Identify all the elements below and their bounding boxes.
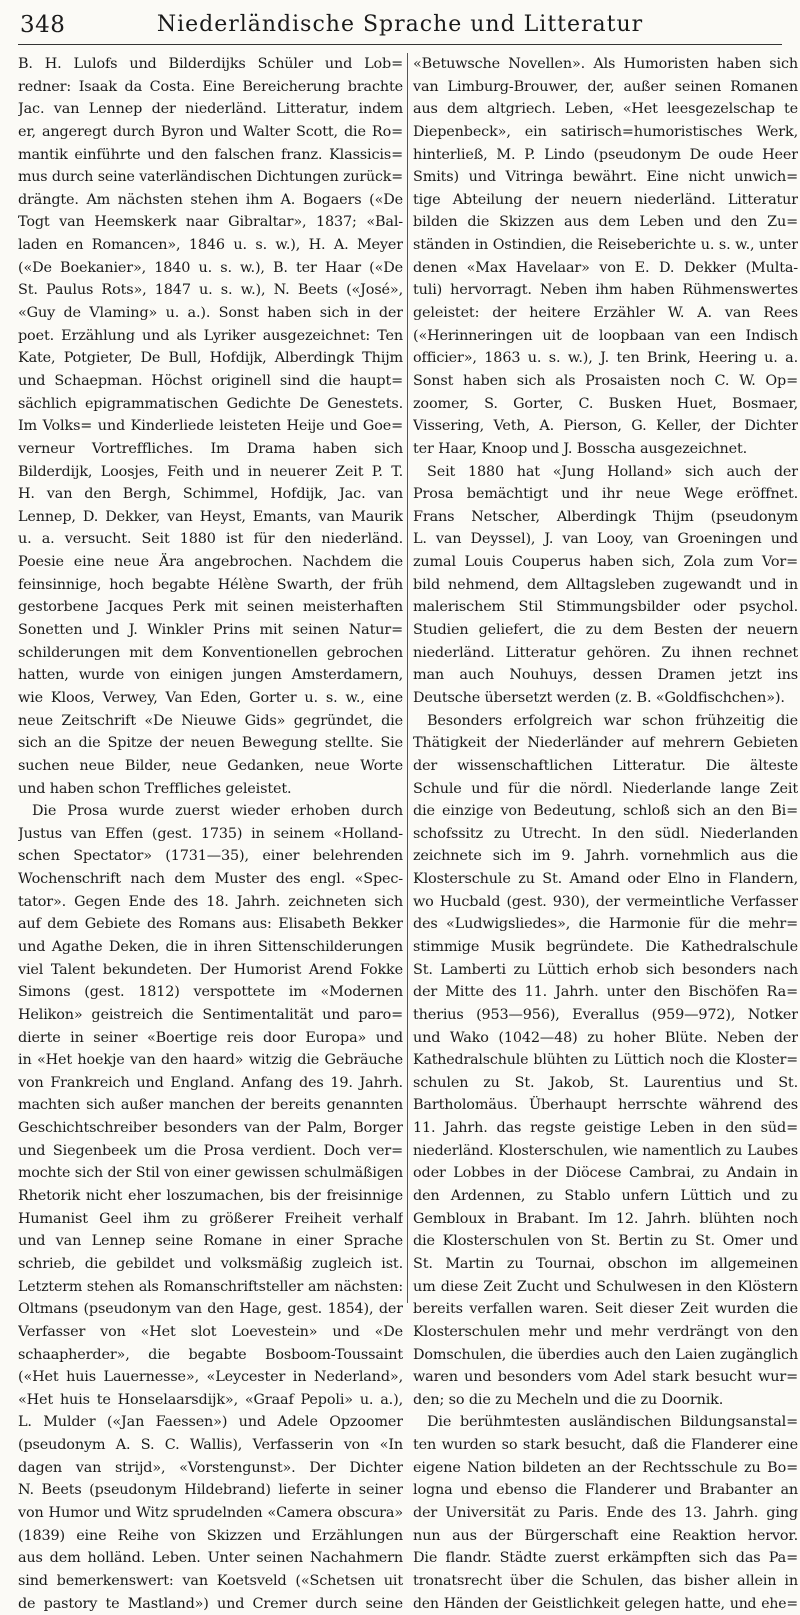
text-line: viel Talent bekundeten. Der Humorist Arend Fokke: [18, 961, 403, 978]
text-line: niederländ. Litteratur gehören. Zu ihnen rechnet: [413, 644, 798, 661]
text-line: malerischem Stil Stimmungsbilder oder psychol.: [413, 599, 798, 616]
text-line: der wissenschaftlichen Litteratur. Die älteste: [413, 757, 798, 774]
text-line: hatten, wurde von einigen jungen Amsterdamern,: [18, 667, 403, 684]
text-line: Bilderdijk, Loosjes, Feith und in neuerer Zeit P. T.: [18, 463, 403, 480]
text-line: ter Haar, Knoop und J. Bosscha ausgezeichnet.: [413, 440, 748, 457]
text-line: Rhetorik nicht eher loszumachen, bis der freisinnige: [18, 1188, 403, 1205]
text-line: (pseudonym A. S. C. Wallis), Verfasserin von «In: [18, 1437, 403, 1454]
text-line: bild nehmend, dem Alltagsleben zugewandt und in: [413, 576, 798, 593]
text-line: aus dem holländ. Leben. Unter seinen Nachahmern: [18, 1550, 403, 1567]
text-line: Sonst haben sich als Prosaisten noch C. W. Op=: [413, 372, 798, 389]
text-line: Jac. van Lennep der niederländ. Litteratur, indem: [18, 101, 403, 118]
text-line: «Guy de Vlaming» u. a.). Sonst haben sich in der: [18, 305, 403, 322]
text-line: Geschichtschreiber besonders van der Palm, Borger: [18, 1120, 403, 1137]
running-title: Niederländische Sprache und Litteratur: [156, 12, 644, 37]
text-line: waren und besonders vom Adel stark besucht wur=: [413, 1369, 798, 1386]
text-line: Bartholomäus. Überhaupt herrschte während des: [413, 1097, 798, 1114]
text-line: redner: Isaak da Costa. Eine Bereicherung brachte: [18, 78, 403, 95]
text-line: ständen in Ostindien, die Reiseberichte u. s. w., unter: [413, 237, 798, 254]
text-line: («Het huis Lauernesse», «Leycester in Nederland»,: [18, 1369, 403, 1386]
text-line: niederländ. Klosterschulen, wie namentlich zu Laubes: [413, 1142, 798, 1159]
text-line: Die berühmtesten ausländischen Bildungsanstal=: [427, 1414, 798, 1431]
text-line: (1839) eine Reihe von Skizzen und Erzählungen: [18, 1527, 403, 1544]
text-line: therius (953—956), Everallus (959—972), Notker: [413, 1006, 798, 1023]
text-line: und haben schon Treffliches geleistet.: [18, 780, 292, 797]
text-line: wo Hucbald (gest. 930), der vermeintliche Verfasser: [413, 893, 798, 910]
text-line: verneur Vortreffliches. Im Drama haben sich: [18, 440, 403, 457]
text-line: Togt van Heemskerk naar Gibraltar», 1837; «Bal-: [18, 214, 403, 231]
text-line: mochte sich der Stil von einer gewissen schulmäßigen: [18, 1165, 403, 1182]
text-line: «Het huis te Honselaarsdijk», «Graaf Pepoli» u. a.),: [18, 1391, 403, 1408]
text-line: St. Lamberti zu Lüttich erhob sich besonders nach: [413, 961, 798, 978]
text-line: poet. Erzählung und als Lyriker ausgezeichnet: Ten: [18, 327, 403, 344]
text-line: und van Lennep seine Romane in einer Sprache: [18, 1233, 403, 1250]
text-line: «Betuwsche Novellen». Als Humoristen haben sich: [413, 56, 798, 72]
right-column: [413, 53, 798, 1615]
text-line: die einzige von Bedeutung, schloß sich an den Bi=: [413, 803, 798, 820]
text-line: wie Kloos, Verwey, Van Eden, Gorter u. s. w., eine: [18, 689, 403, 706]
text-line: Seit 1880 hat «Jung Holland» sich auch der: [427, 463, 798, 480]
text-line: feinsinnige, hoch begabte Hélène Swarth, der früh: [18, 576, 403, 593]
text-line: B. H. Lulofs und Bilderdijks Schüler und Lob=: [18, 56, 403, 72]
text-line: auf dem Gebiete des Romans aus: Elisabeth Bekker: [18, 916, 403, 933]
text-line: gestorbene Jacques Perk mit seinen meisterhaften: [18, 599, 403, 616]
text-line: ten wurden so stark besucht, daß die Flanderer eine: [413, 1437, 798, 1454]
text-line: man auch Nouhuys, dessen Dramen jetzt ins: [413, 667, 798, 684]
text-line: des «Ludwigsliedes», die Harmonie für die mehr=: [413, 916, 798, 933]
text-line: und Siegenbeek um die Prosa verdient. Doch ver=: [18, 1142, 403, 1159]
text-line: und Agathe Deken, die in ihren Sittenschilderungen: [18, 938, 403, 955]
text-line: Vissering, Veth, A. Pierson, G. Keller, der Dichter: [413, 418, 798, 435]
text-line: Gembloux in Brabant. Im 12. Jahrh. blühten noch: [413, 1210, 798, 1227]
text-line: Humanist Geel ihm zu größerer Freiheit verhalf: [18, 1210, 403, 1227]
text-line: tator». Gegen Ende des 18. Jahrh. zeichneten sich: [18, 893, 403, 910]
text-line: 11. Jahrh. das regste geistige Leben in den süd=: [413, 1120, 798, 1137]
text-line: Sonetten und J. Winkler Prins mit seinen Natur=: [18, 622, 403, 639]
text-line: Kate, Potgieter, De Bull, Hofdijk, Alberdingk Thijm: [18, 350, 403, 367]
text-line: mus durch seine vaterländischen Dichtungen zurück=: [18, 169, 403, 186]
text-line: sächlich epigrammatischen Gedichte De Genestets.: [18, 395, 403, 412]
text-line: Deutsche übersetzt werden (z. B. «Goldfischchen»).: [413, 689, 785, 706]
text-line: laden en Romancen», 1846 u. s. w.), H. A. Meyer: [18, 237, 403, 254]
text-line: Klosterschulen mehr und mehr verdrängt von den: [413, 1323, 798, 1340]
text-line: Im Volks= und Kinderliede leisteten Heije und Goe=: [18, 418, 403, 435]
text-line: dagen van strijd», «Vorstengunst». Der Dichter: [18, 1459, 403, 1476]
text-line: dierte in seiner «Boertige reis door Europa» und: [18, 1029, 403, 1046]
text-line: tige Abteilung der neuern niederländ. Litteratur: [413, 191, 798, 208]
text-line: Lennep, D. Dekker, van Heyst, Emants, van Maurik: [18, 508, 403, 525]
text-line: Poesie eine neue Ära angebrochen. Nachdem die: [18, 554, 403, 571]
text-line: machten sich außer manchen der bereits genannten: [18, 1097, 403, 1114]
text-line: oder Lobbes in der Diöcese Cambrai, zu Andain in: [413, 1165, 798, 1182]
text-line: um diese Zeit Zucht und Schulwesen in den Klöstern: [413, 1278, 798, 1295]
text-line: Diepenbeck», ein satirisch=humoristisches Werk,: [413, 123, 798, 140]
text-line: zeichnete sich im 9. Jahrh. vornehmlich aus die: [413, 848, 798, 865]
text-line: den Ardennen, zu Stablo unfern Lüttich und zu: [413, 1188, 798, 1205]
text-line: («De Boekanier», 1840 u. s. w.), B. ter Haar («De: [18, 259, 403, 276]
text-line: Letzterm stehen als Romanschriftsteller am nächsten:: [18, 1278, 403, 1295]
text-line: de pastory te Mastland») und Cremer durch seine: [18, 1595, 403, 1612]
text-line: Simons (gest. 1812) verspottete im «Modernen: [18, 984, 403, 1001]
text-line: er, angeregt durch Byron und Walter Scott, die Ro=: [18, 123, 403, 140]
text-line: Justus van Effen (gest. 1735) in seinem «Holland-: [18, 825, 403, 842]
text-line: zumal Louis Couperus haben sich, Zola zum Vor=: [413, 554, 798, 571]
text-line: Schule und für die nördl. Niederlande lange Zeit: [413, 780, 798, 797]
page-number: 348: [20, 12, 66, 38]
text-line: St. Paulus Rots», 1847 u. s. w.), N. Beets («José»,: [18, 282, 403, 299]
text-line: Wochenschrift nach dem Muster des engl. «Spec-: [18, 871, 403, 888]
text-line: aus dem altgriech. Leben, «Het leesgezelschap te: [413, 101, 798, 118]
text-line: officier», 1863 u. s. w.), J. ten Brink, Heering u. a.: [413, 350, 798, 367]
text-line: Frans Netscher, Alberdingk Thijm (pseudonym: [413, 508, 798, 525]
text-line: L. van Deyssel), J. van Looy, van Groeningen und: [413, 531, 798, 548]
text-line: schaapherder», die begabte Bosboom-Toussaint: [18, 1346, 403, 1363]
text-line: Kathedralschule blühten zu Lüttich noch die Kloster=: [413, 1052, 798, 1069]
text-line: und Wako (1042—48) zu hoher Blüte. Neben der: [413, 1029, 798, 1046]
text-line: schrieb, die gebildet und volksmäßig zugleich ist.: [18, 1255, 403, 1272]
text-line: zoomer, S. Gorter, C. Busken Huet, Bosmaer,: [413, 395, 798, 412]
text-line: den Händen der Geistlichkeit gelegen hatte, und ehe=: [413, 1595, 798, 1612]
text-line: Thätigkeit der Niederländer auf mehrern Gebieten: [413, 735, 798, 752]
text-line: tuli) hervorragt. Neben ihm haben Rühmenswertes: [413, 282, 798, 299]
text-line: von Humor und Witz sprudelnden «Camera obscura»: [18, 1505, 403, 1521]
text-line: Oltmans (pseudonym van den Hage, gest. 1854), der: [18, 1301, 403, 1318]
text-line: von Frankreich und England. Anfang des 19. Jahrh.: [18, 1074, 403, 1091]
text-line: Domschulen, die überdies auch den Laien zugänglich: [413, 1346, 798, 1363]
text-line: drängte. Am nächsten stehen ihm A. Bogaers («De: [18, 191, 403, 208]
text-line: Besonders erfolgreich war schon frühzeitig die: [427, 712, 798, 729]
text-line: eigene Nation bildeten an der Rechtsschule zu Bo=: [413, 1459, 798, 1476]
text-line: («Herinneringen uit de loopbaan van een Indisch: [413, 327, 798, 344]
text-line: geleistet: der heitere Erzähler W. A. van Rees: [413, 305, 798, 322]
text-line: St. Martin zu Tournai, obschon im allgemeinen: [413, 1255, 798, 1272]
text-line: N. Beets (pseudonym Hildebrand) lieferte in seiner: [18, 1482, 403, 1499]
text-line: und Schaepman. Höchst originell sind die haupt=: [18, 372, 403, 389]
text-line: u. a. versucht. Seit 1880 ist für den niederländ.: [18, 531, 403, 548]
text-line: Klosterschule zu St. Amand oder Elno in Flandern,: [413, 871, 798, 888]
left-column: [18, 53, 403, 1615]
text-line: Prosa bemächtigt und ihr neue Wege eröffnet.: [413, 486, 798, 503]
text-line: schilderungen mit dem Konventionellen gebrochen: [18, 644, 403, 661]
text-line: L. Mulder («Jan Faessen») und Adele Opzoomer: [18, 1414, 403, 1431]
text-line: bilden die Skizzen aus dem Leben und den Zu=: [413, 214, 798, 231]
page-header: [18, 8, 782, 45]
text-line: Verfasser von «Het slot Loevestein» und «De: [18, 1323, 403, 1340]
text-line: schofssitz zu Utrecht. In den südl. Niederlanden: [413, 825, 798, 842]
text-line: mantik einführte und den falschen franz. Klassicis=: [18, 146, 403, 163]
column-divider: [407, 53, 408, 1303]
text-line: in «Het hoekje van den haard» witzig die Gebräuche: [18, 1052, 403, 1069]
text-line: denen «Max Havelaar» von E. D. Dekker (Multa-: [413, 259, 798, 276]
text-line: Smits) und Vitringa bewährt. Eine nicht unwich=: [413, 169, 798, 186]
text-line: Studien geliefert, die zu dem Besten der neuern: [413, 622, 798, 639]
text-line: der Universität zu Paris. Ende des 13. Jahrh. ging: [413, 1505, 798, 1521]
text-line: bereits verfallen waren. Seit dieser Zeit wurden die: [413, 1301, 798, 1318]
text-line: hinterließ, M. P. Lindo (pseudonym De oude Heer: [413, 146, 798, 163]
text-line: tronatsrecht über die Schulen, das bisher allein in: [413, 1572, 798, 1589]
text-line: H. van den Bergh, Schimmel, Hofdijk, Jac. van: [18, 486, 403, 503]
text-line: van Limburg-Brouwer, der, außer seinen Romanen: [413, 78, 798, 95]
text-line: der Mitte des 11. Jahrh. unter den Bischöfen Ra=: [413, 984, 798, 1001]
text-line: nun aus der Bürgerschaft eine Reaktion hervor.: [413, 1527, 798, 1544]
text-line: neue Zeitschrift «De Nieuwe Gids» gegründet, die: [18, 712, 403, 729]
text-line: logna und ebenso die Flanderer und Brabanter an: [413, 1482, 798, 1499]
text-line: schen Spectator» (1731—35), einer belehrenden: [18, 848, 403, 865]
text-line: schulen zu St. Jakob, St. Laurentius und St.: [413, 1074, 798, 1091]
text-line: den; so die zu Mecheln und die zu Doornik.: [413, 1391, 724, 1408]
text-line: Die Prosa wurde zuerst wieder erhoben durch: [32, 803, 403, 820]
text-line: suchen neue Bilder, neue Gedanken, neue Worte: [18, 757, 403, 774]
text-line: Helikon» geistreich die Sentimentalität und paro=: [18, 1006, 403, 1023]
text-line: stimmige Musik begründete. Die Kathedralschule: [413, 938, 798, 955]
text-line: die Klosterschulen von St. Bertin zu St. Omer und: [413, 1233, 798, 1250]
text-line: sind bemerkenswert: van Koetsveld («Schetsen uit: [18, 1572, 403, 1589]
text-line: Die flandr. Städte zuerst erkämpften sich das Pa=: [413, 1550, 798, 1567]
text-columns: [18, 53, 798, 1612]
text-line: sich an die Spitze der neuen Bewegung stellte. Sie: [18, 735, 403, 752]
